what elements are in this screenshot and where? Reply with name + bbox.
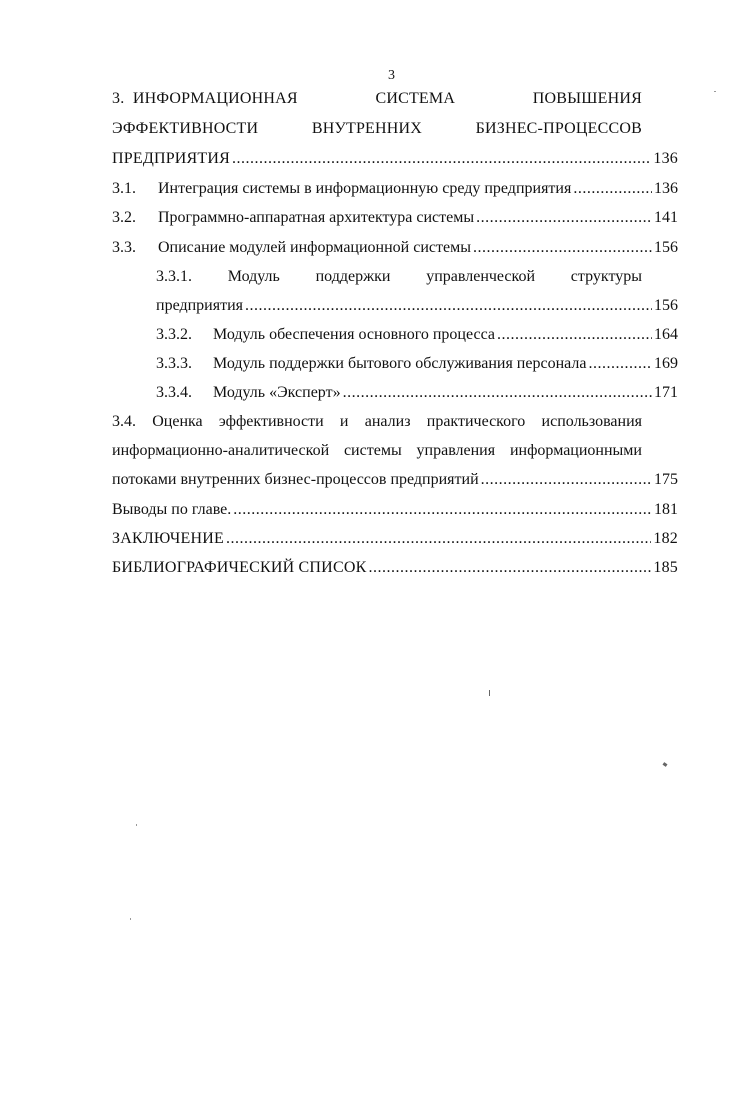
toc-entry-3-3-2[interactable] bbox=[156, 324, 678, 346]
toc-page-number: 164 bbox=[654, 326, 678, 343]
dot-leader bbox=[473, 237, 652, 259]
dot-leader bbox=[588, 353, 652, 375]
dot-leader bbox=[226, 528, 651, 550]
toc-entry-3-4[interactable] bbox=[112, 469, 678, 491]
toc-entry-text: 3.4. Оценка эффективности и анализ практического использования bbox=[112, 413, 642, 430]
dot-leader bbox=[233, 499, 652, 521]
toc-page-number: 182 bbox=[653, 530, 678, 547]
chapter3-number-and-word: 3. ИНФОРМАЦИОННАЯ bbox=[112, 90, 298, 107]
toc-entry-title: ЗАКЛЮЧЕНИЕ bbox=[112, 530, 224, 547]
toc-entry-word: управленческой bbox=[426, 268, 536, 285]
toc-page-number: 169 bbox=[654, 355, 678, 372]
toc-entry-title: 3.1. Интеграция системы в информационную среду предприятия bbox=[112, 180, 572, 197]
toc-page-number: 185 bbox=[653, 559, 678, 576]
page-number: 3 bbox=[388, 68, 395, 83]
toc-entry-3-2[interactable] bbox=[112, 207, 678, 229]
toc-page-number: 175 bbox=[654, 471, 678, 488]
toc-entry-3-3[interactable] bbox=[112, 237, 678, 259]
scan-speck bbox=[136, 824, 137, 826]
toc-entry-3-3-4[interactable] bbox=[156, 382, 678, 404]
dot-leader bbox=[497, 324, 652, 346]
chapter3-word: БИЗНЕС-ПРОЦЕССОВ bbox=[475, 120, 642, 137]
toc-entry-title: предприятия bbox=[156, 297, 243, 314]
toc-page-number: 136 bbox=[654, 180, 678, 197]
toc-entry-title: 3.3.4. Модуль «Эксперт» bbox=[156, 384, 341, 401]
scan-speck bbox=[130, 918, 131, 920]
toc-entry-word: поддержки bbox=[315, 268, 391, 285]
toc-entry-number: 3.3.1. bbox=[156, 268, 192, 285]
dot-leader bbox=[476, 207, 652, 229]
toc-entry-title: 3.2. Программно-аппаратная архитектура системы bbox=[112, 209, 475, 226]
toc-entry-3-4-line1[interactable] bbox=[112, 411, 642, 433]
dot-leader bbox=[481, 469, 652, 491]
chapter3-word: ЭФФЕКТИВНОСТИ bbox=[112, 120, 259, 137]
toc-page-number: 156 bbox=[654, 297, 678, 314]
chapter3-word: СИСТЕМА bbox=[375, 90, 456, 107]
dot-leader bbox=[368, 557, 651, 579]
toc-page-number: 181 bbox=[654, 501, 678, 518]
scan-speck bbox=[714, 91, 716, 92]
chapter3-word: ПОВЫШЕНИЯ bbox=[532, 90, 642, 107]
toc-entry-conclusions[interactable] bbox=[112, 499, 678, 521]
toc-entry-title: БИБЛИОГРАФИЧЕСКИЙ СПИСОК bbox=[112, 559, 367, 576]
toc-entry-title: 3.3. Описание модулей информационной системы bbox=[112, 239, 471, 256]
dot-leader bbox=[573, 178, 652, 200]
scan-speck bbox=[489, 690, 490, 696]
chapter3-heading-line2[interactable] bbox=[112, 118, 642, 140]
toc-entry-title: потоками внутренних бизнес-процессов предприятий bbox=[112, 471, 479, 488]
toc-page-number: 171 bbox=[654, 384, 678, 401]
toc-entry-3-3-1-line1[interactable] bbox=[156, 266, 642, 288]
toc-entry-word: Модуль bbox=[227, 268, 280, 285]
toc-entry-title: 3.3.2. Модуль обеспечения основного процесса bbox=[156, 326, 495, 343]
toc-page-number: 156 bbox=[654, 239, 678, 256]
toc-entry-title: Выводы по главе. bbox=[112, 501, 232, 518]
dot-leader bbox=[343, 382, 652, 404]
toc-entry-word: структуры bbox=[570, 268, 642, 285]
toc-entry-3-4-line2[interactable] bbox=[112, 440, 642, 462]
toc-entry-3-1[interactable] bbox=[112, 178, 678, 200]
chapter3-word: ВНУТРЕННИХ bbox=[311, 120, 423, 137]
dot-leader bbox=[245, 295, 652, 317]
toc-entry-3-3-3[interactable] bbox=[156, 353, 678, 375]
chapter3-heading-line1[interactable] bbox=[112, 88, 642, 110]
toc-entry-chapter3[interactable] bbox=[112, 148, 678, 170]
scan-speck bbox=[663, 762, 668, 767]
toc-entry-conclusion[interactable] bbox=[112, 528, 678, 550]
toc-entry-text: информационно-аналитической системы управления информационными bbox=[112, 442, 642, 459]
toc-entry-bibliography[interactable] bbox=[112, 557, 678, 579]
dot-leader bbox=[232, 148, 651, 170]
toc-page-number: 141 bbox=[654, 209, 678, 226]
toc-entry-title: ПРЕДПРИЯТИЯ bbox=[112, 150, 231, 167]
toc-entry-3-3-1[interactable] bbox=[156, 295, 678, 317]
toc-entry-title: 3.3.3. Модуль поддержки бытового обслуживания персонала bbox=[156, 355, 587, 372]
toc-page-number: 136 bbox=[653, 150, 678, 167]
